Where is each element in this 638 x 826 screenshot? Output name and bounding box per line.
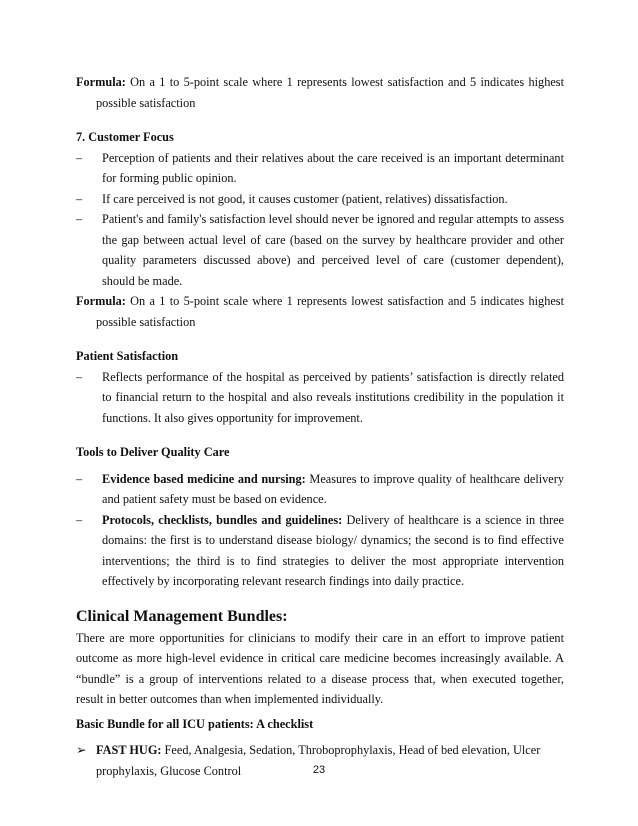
formula-text: On a 1 to 5-point scale where 1 represents lowest satisfaction and 5 indicates highest possible satisfaction <box>96 294 564 329</box>
list-item <box>76 189 564 210</box>
list-item-bold: Protocols, checklists, bundles and guidelines: <box>102 512 343 527</box>
dash-bullet: – <box>76 369 83 384</box>
list-item <box>76 209 564 291</box>
list-item-text: Delivery of healthcare is a science in three domains: the first is to understand disease biology/ dynamics; the second is to find effective interventions; the third is to find strategies to deliver the most appropriate intervention effectively by incorporating relevant research findings into daily practice. <box>102 512 565 588</box>
section-heading-bundles: Clinical Management Bundles: <box>76 607 288 625</box>
dash-bullet: – <box>76 512 83 527</box>
list-item-text: Measures to improve quality of healthcare delivery and patient safety must be based on evidence. <box>102 471 564 506</box>
list-item <box>76 148 564 189</box>
checklist-item-bold: FAST HUG: <box>96 743 162 757</box>
dash-bullet: – <box>76 471 83 486</box>
list-item <box>76 510 564 592</box>
page-content <box>76 72 564 781</box>
section-heading-customer-focus: 7. Customer Focus <box>76 130 174 144</box>
bundles-paragraph: There are more opportunities for clinicians to modify their care in an effort to improve patient outcome as more high-level evidence in critical care medicine becomes increasingly available. A “bundle” is a group of interventions related to a disease process that, when executed together, result in better outcomes than when implemented individually. <box>76 630 564 706</box>
section-heading-patient-satisfaction: Patient Satisfaction <box>76 349 179 363</box>
list-item <box>76 469 564 510</box>
dash-bullet: – <box>76 212 83 226</box>
list-item-text: If care perceived is not good, it causes customer (patient, relatives) dissatisfaction. <box>102 191 508 206</box>
list-item-bold: Evidence based medicine and nursing: <box>102 471 306 486</box>
formula-label: Formula: <box>76 294 126 308</box>
formula-paragraph <box>76 72 564 113</box>
checklist-item-text: Feed, Analgesia, Sedation, Throboprophylaxis, Head of bed elevation, Ulcer prophylaxis, Glucose Control <box>96 743 541 778</box>
formula-text: On a 1 to 5-point scale where 1 represents lowest satisfaction and 5 indicates highest possible satisfaction <box>96 75 564 110</box>
dash-bullet: – <box>76 150 83 165</box>
formula-paragraph <box>76 291 564 332</box>
list-item-text: Reflects performance of the hospital as perceived by patients’ satisfaction is directly related to financial return to the hospital and also reveals institutions credibility in the population it functions. It also gives opportunity for improvement. <box>102 369 564 425</box>
list-item-text: Perception of patients and their relatives about the care received is an important determinant for forming public opinion. <box>102 150 564 185</box>
page-number: 23 <box>312 764 326 776</box>
list-item-text: Patient's and family's satisfaction level should never be ignored and regular attempts to assess the gap between actual level of care (based on the survey by healthcare provider and other quality parameters discussed above) and perceived level of care (customer dependent), should be made. <box>102 212 564 288</box>
arrow-bullet-icon: ➢ <box>76 743 87 757</box>
formula-label: Formula: <box>76 75 126 89</box>
list-item <box>76 367 564 429</box>
bundle-subheading: Basic Bundle for all ICU patients: A checklist <box>76 716 314 731</box>
section-heading-tools: Tools to Deliver Quality Care <box>76 445 230 459</box>
dash-bullet: – <box>76 191 83 206</box>
